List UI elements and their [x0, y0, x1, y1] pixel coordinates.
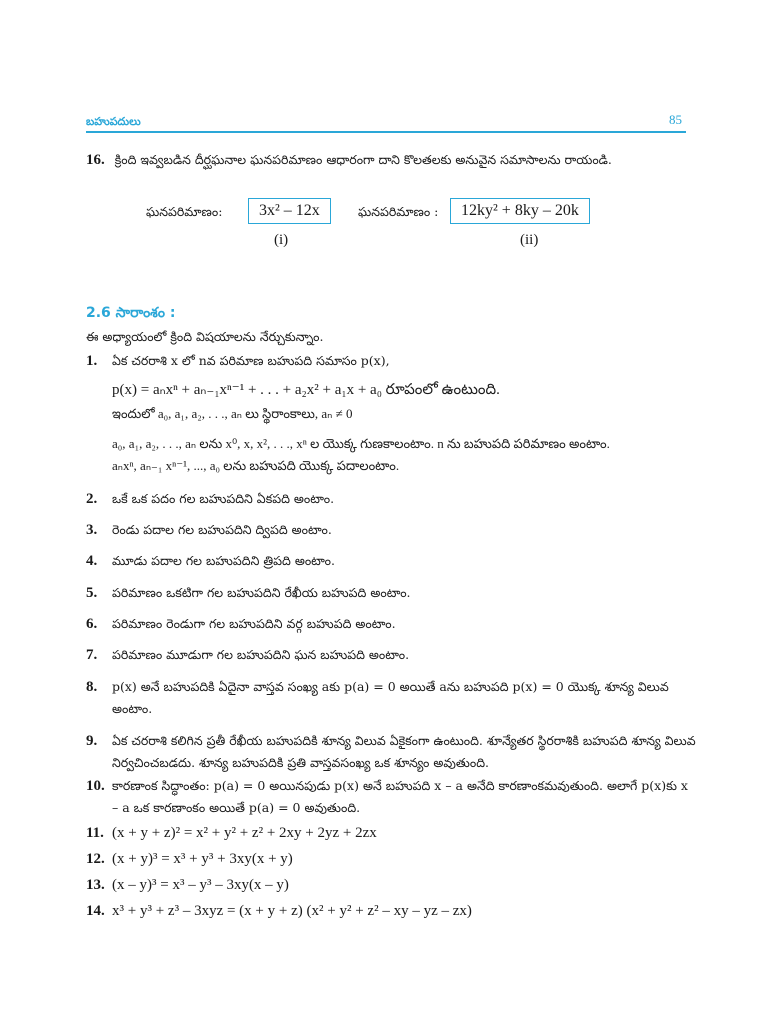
summary-item-12	[86, 848, 696, 870]
volume-label-i: ఘనపరిమాణం:	[146, 204, 223, 219]
item-number: 6.	[86, 616, 98, 632]
summary-item-8	[86, 676, 696, 720]
item-number: 11.	[86, 825, 104, 841]
page-number: 85	[669, 112, 682, 127]
question-16	[86, 152, 696, 171]
coefficients-line: a₀, a₁, a₂, . . ., aₙ లను x⁰, x, x², . . ., xⁿ ల యొక్క గుణకాలంటాం. n ను బహుపది పరిమాణం అంటాం.	[112, 436, 610, 451]
identity-text: (x + y + z)² = x² + y² + z² + 2xy + 2yz + 2zx	[112, 825, 377, 841]
item-number: 5.	[86, 585, 98, 601]
constants-line: ఇందులో a₀, a₁, a₂, . . ., aₙ లు స్థిరాంకాలు, aₙ ≠ 0	[112, 406, 353, 421]
identity-text: (x – y)³ = x³ – y³ – 3xy(x – y)	[112, 877, 289, 893]
summary-item-4	[86, 550, 696, 572]
item-text: ఏక చరరాశి కలిగిన ప్రతీ రేఖీయ బహుపదికి శూన్య విలువ ఏకైకంగా ఉంటుంది. శూన్యేతర స్థిరరాశికి బహుపది శూన్య విలువ నిర్వచించబడదు. శూన్య బహుపదికి ప్రతి వాస్తవసంఖ్య ఒక శూన్యం అవుతుంది.	[112, 733, 696, 770]
item-number: 12.	[86, 851, 105, 867]
summary-item-5	[86, 582, 696, 604]
caption-i: (i)	[274, 232, 289, 248]
identity-text: x³ + y³ + z³ – 3xyz = (x + y + z) (x² + y² + z² – xy – yz – zx)	[112, 903, 472, 919]
item-text: పరిమాణం ఒకటిగా గల బహుపదిని రేఖీయ బహుపది అంటాం.	[112, 585, 411, 600]
summary-item-7	[86, 644, 696, 666]
section-intro: ఈ అధ్యాయంలో క్రింది విషయాలను నేర్చుకున్నాం.	[86, 329, 324, 344]
item-text: రెండు పదాల గల బహుపదిని ద్విపది అంటాం.	[112, 522, 332, 537]
summary-item-9	[86, 730, 696, 774]
question-number: 16.	[86, 152, 105, 168]
item-text: p(x) అనే బహుపదికి ఏదైనా వాస్తవ సంఖ్య aకు p(a) = 0 అయితే aను బహుపది p(x) = 0 యొక్క శూన్య విలువ అంటాం.	[112, 679, 669, 716]
page-header	[86, 112, 686, 134]
item-number: 1.	[86, 353, 98, 369]
item-text: మూడు పదాల గల బహుపదిని త్రిపది అంటాం.	[112, 553, 335, 568]
identity-text: (x + y)³ = x³ + y³ + 3xy(x + y)	[112, 851, 293, 867]
summary-item-1	[86, 350, 696, 372]
summary-item-2	[86, 488, 696, 510]
summary-item-13	[86, 874, 696, 896]
volume-boxes	[146, 198, 666, 258]
volume-box-i: 3x² – 12x	[248, 198, 331, 224]
summary-item-6	[86, 613, 696, 635]
summary-item-14	[86, 900, 696, 922]
volume-box-ii: 12ky² + 8ky – 20k	[450, 198, 590, 224]
chapter-title: బహుపదులు	[86, 115, 141, 128]
header-rule	[86, 131, 686, 133]
item-text: పరిమాణం మూడుగా గల బహుపదిని ఘన బహుపది అంటాం.	[112, 647, 410, 662]
summary-item-11	[86, 822, 696, 844]
item-text: ఒకే ఒక పదం గల బహుపదిని ఏకపది అంటాం.	[112, 491, 335, 506]
item-number: 9.	[86, 733, 98, 749]
summary-item-10	[86, 775, 696, 819]
terms-line: aₙxⁿ, aₙ₋₁ xⁿ⁻¹, ..., a₀ లను బహుపది యొక్క పదాలంటాం.	[112, 458, 400, 473]
item-text: పరిమాణం రెండుగా గల బహుపదిని వర్గ బహుపది అంటాం.	[112, 616, 396, 631]
item-number: 3.	[86, 522, 98, 538]
item-number: 14.	[86, 903, 105, 919]
summary-item-3	[86, 519, 696, 541]
item-number: 2.	[86, 491, 98, 507]
item-text: కారణాంక సిద్ధాంతం: p(a) = 0 అయినపుడు p(x) అనే బహుపది x – a అనేది కారణాంకమవుతుంది. అలాగే p(x)కు x – a ఒక కారణాంకం అయితే p(a) = 0 అవుతుంది.	[112, 778, 688, 815]
caption-ii: (ii)	[520, 232, 539, 248]
question-text: క్రింది ఇవ్వబడిన దీర్ఘఘనాల ఘనపరిమాణం ఆధారంగా దాని కొలతలకు అనువైన సమాసాలను రాయండి.	[114, 152, 612, 167]
volume-label-ii: ఘనపరిమాణం :	[358, 204, 439, 219]
item-text: ఏక చరరాశి x లో nవ పరిమాణ బహుపది సమాసం p(x),	[112, 353, 390, 368]
item-number: 7.	[86, 647, 98, 663]
polynomial-form: p(x) = aₙxⁿ + aₙ₋₁xⁿ⁻¹ + . . . + a₂x² + a₁x + a₀ రూపంలో ఉంటుంది.	[112, 382, 500, 398]
item-number: 8.	[86, 679, 98, 695]
section-title: 2.6 సారాంశం :	[86, 305, 176, 321]
item-number: 13.	[86, 877, 105, 893]
item-number: 10.	[86, 778, 105, 794]
item-number: 4.	[86, 553, 98, 569]
